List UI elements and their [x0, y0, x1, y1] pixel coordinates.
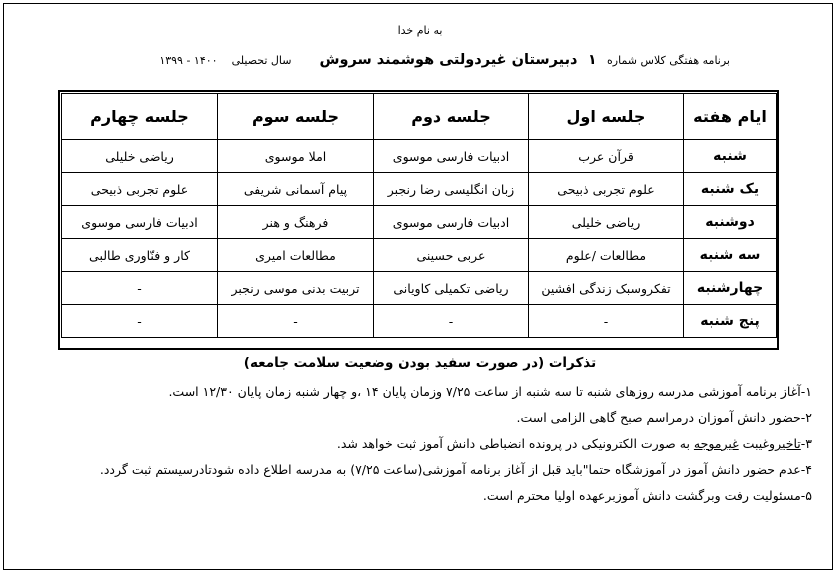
session-cell: تفکروسبک زندگی افشین	[529, 272, 684, 305]
session-cell: فرهنگ و هنر	[218, 206, 374, 239]
column-header: جلسه دوم	[374, 94, 529, 140]
table-row	[62, 305, 777, 338]
note-item: ۲-حضور دانش آموزان درمراسم صبح گاهی الزامی است.	[516, 410, 812, 425]
session-cell: -	[218, 305, 374, 338]
session-cell: علوم تجربی ذبیحی	[62, 173, 218, 206]
class-number: ۱	[587, 52, 597, 68]
column-header: ایام هفته	[684, 94, 777, 140]
session-cell: املا موسوی	[218, 140, 374, 173]
note-item: ۱-آغاز برنامه آموزشی مدرسه روزهای شنبه تا سه شنبه از ساعت ۷/۲۵ وزمان پایان ۱۴ ،و چهار شنبه زمان پایان ۱۲/۳۰ است.	[168, 384, 812, 399]
table-row	[62, 140, 777, 173]
session-cell: ریاضی خلیلی	[529, 206, 684, 239]
bismillah-heading: به نام خدا	[397, 24, 443, 37]
note-text: وغیبت	[738, 436, 776, 451]
program-label: برنامه هفتگی کلاس شماره	[607, 54, 730, 67]
note-number: ۳-	[800, 436, 812, 451]
document-title	[140, 52, 730, 68]
session-cell: زبان انگلیسی رضا رنجبر	[374, 173, 529, 206]
session-cell: ادبیات فارسی موسوی	[62, 206, 218, 239]
day-cell: چهارشنبه	[684, 272, 777, 305]
day-cell: پنج شنبه	[684, 305, 777, 338]
table-header-row	[62, 94, 777, 140]
note-underlined-text: غیرموجه	[693, 436, 739, 451]
note-text: به صورت الکترونیکی در پرونده انضباطی دانش آموز ثبت خواهد شد.	[336, 436, 694, 451]
note-item	[32, 431, 812, 457]
session-cell: مطالعات /علوم	[529, 239, 684, 272]
notes-title: تذکرات (در صورت سفید بودن وضعیت سلامت جامعه)	[243, 355, 597, 371]
year-value: ۱۴۰۰ - ۱۳۹۹	[159, 54, 218, 67]
day-cell: دوشنبه	[684, 206, 777, 239]
column-header: جلسه اول	[529, 94, 684, 140]
session-cell: -	[374, 305, 529, 338]
column-header: جلسه سوم	[218, 94, 374, 140]
day-cell: سه شنبه	[684, 239, 777, 272]
notes-list	[32, 379, 812, 509]
year-label: سال تحصیلی	[231, 54, 292, 67]
session-cell: ریاضی تکمیلی کاویانی	[374, 272, 529, 305]
note-item: ۵-مسئولیت رفت وبرگشت دانش آموزبرعهده اولیا محترم است.	[482, 488, 812, 503]
table-row	[62, 206, 777, 239]
day-cell: شنبه	[684, 140, 777, 173]
session-cell: پیام آسمانی شریفی	[218, 173, 374, 206]
session-cell: علوم تجربی ذبیحی	[529, 173, 684, 206]
session-cell: کار و فنّاوری طالبی	[62, 239, 218, 272]
session-cell: -	[529, 305, 684, 338]
session-cell: عربی حسینی	[374, 239, 529, 272]
weekly-schedule-table	[61, 93, 777, 338]
session-cell: مطالعات امیری	[218, 239, 374, 272]
session-cell: ریاضی خلیلی	[62, 140, 218, 173]
session-cell: ادبیات فارسی موسوی	[374, 206, 529, 239]
session-cell: قرآن عرب	[529, 140, 684, 173]
table-row	[62, 173, 777, 206]
day-cell: یک شنبه	[684, 173, 777, 206]
session-cell: -	[62, 305, 218, 338]
school-name: دبیرستان غیردولتی هوشمند سروش	[319, 52, 578, 68]
session-cell: -	[62, 272, 218, 305]
table-row	[62, 272, 777, 305]
column-header: جلسه چهارم	[62, 94, 218, 140]
session-cell: ادبیات فارسی موسوی	[374, 140, 529, 173]
note-underlined-text: تاخیر	[775, 436, 801, 451]
session-cell: تربیت بدنی موسی رنجبر	[218, 272, 374, 305]
table-row	[62, 239, 777, 272]
note-item: ۴-عدم حضور دانش آموز در آموزشگاه حتما"باید قبل از آغاز برنامه آموزشی(ساعت ۷/۲۵) به مدرسه اطلاع داده شودتادرسیستم ثبت گردد.	[99, 462, 812, 477]
